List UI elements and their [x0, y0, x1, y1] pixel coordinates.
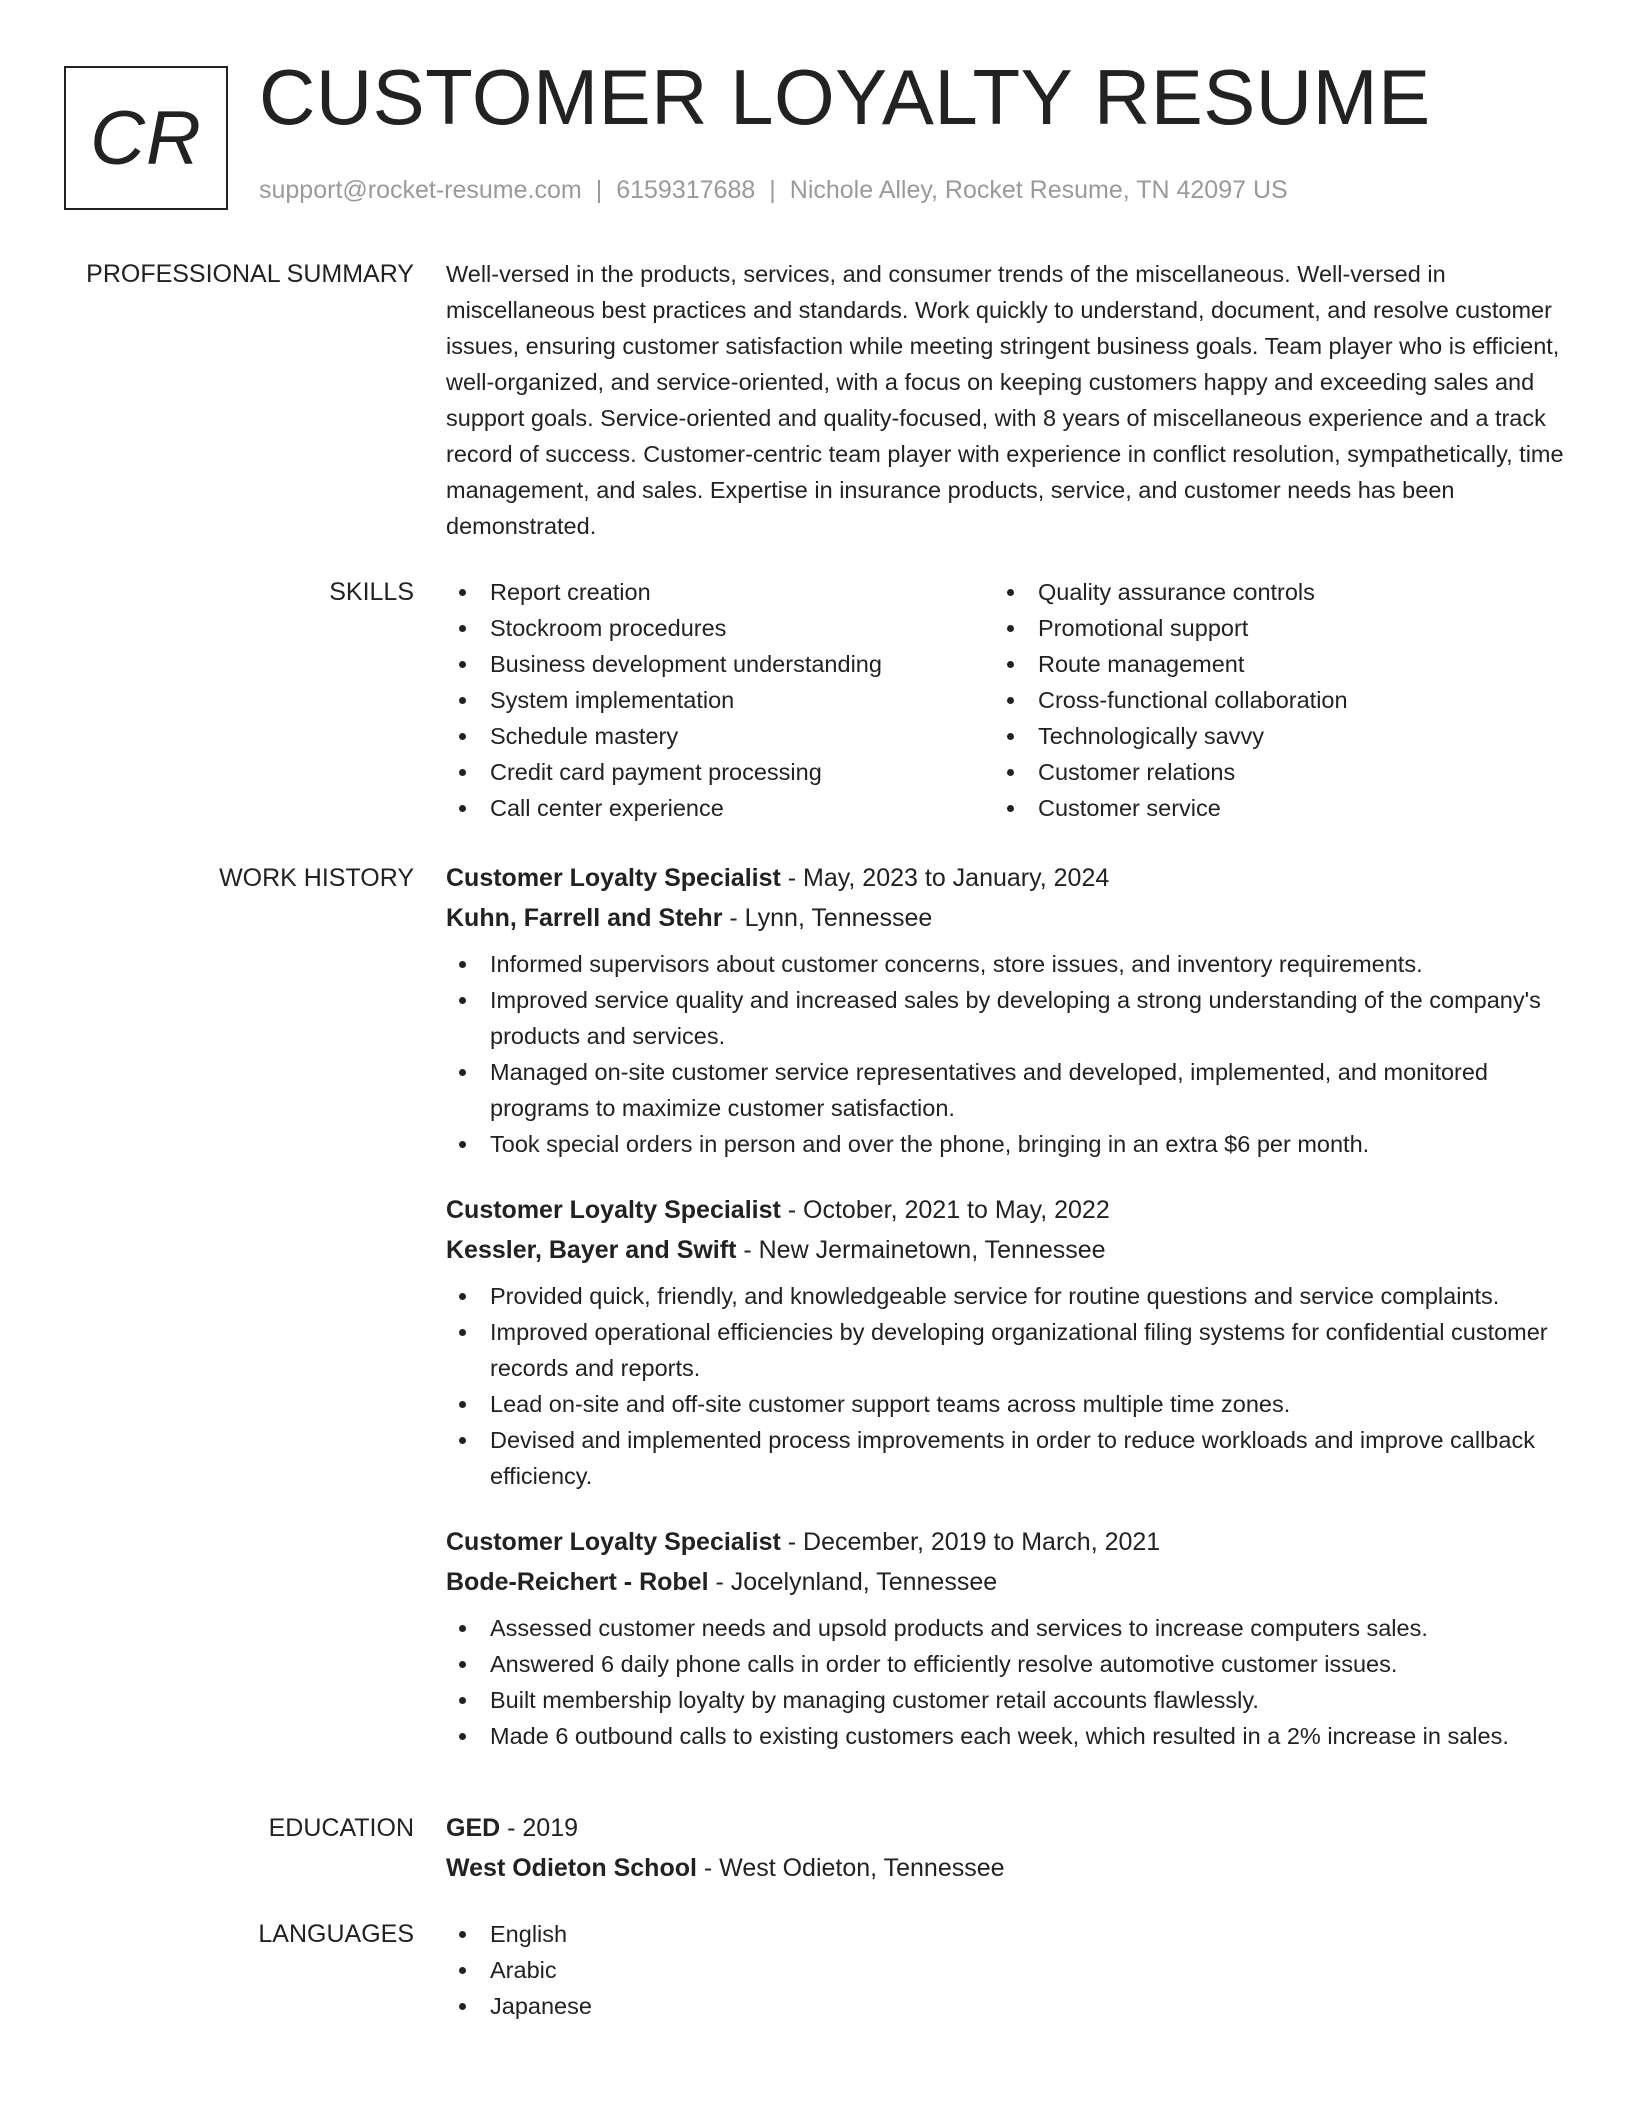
language-item: Japanese [446, 1988, 1576, 2024]
skills-list-right [994, 574, 1542, 826]
summary-label: PROFESSIONAL SUMMARY [86, 260, 414, 288]
job-bullet: Provided quick, friendly, and knowledgeable service for routine questions and service complaints. [446, 1278, 1576, 1314]
education-degree-line [446, 1808, 1576, 1848]
job-location: - New Jermainetown, Tennessee [736, 1236, 1106, 1264]
contact-phone: 6159317688 [616, 176, 756, 204]
skill-item: Call center experience [446, 790, 994, 826]
job-company: Kessler, Bayer and Swift [446, 1236, 737, 1264]
job-title: Customer Loyalty Specialist [446, 864, 781, 892]
education-year: - 2019 [500, 1814, 579, 1842]
job-location: - Jocelynland, Tennessee [708, 1568, 998, 1596]
contact-address: Nichole Alley, Rocket Resume, TN 42097 US [789, 176, 1288, 204]
education-body [446, 1808, 1576, 1888]
job-company: Bode-Reichert - Robel [446, 1568, 709, 1596]
job-company: Kuhn, Farrell and Stehr [446, 904, 723, 932]
contact-line [259, 176, 1288, 205]
education-label: EDUCATION [268, 1814, 414, 1842]
monogram-box [64, 66, 228, 210]
job-title-line [446, 858, 1576, 898]
education-location: - West Odieton, Tennessee [696, 1854, 1005, 1882]
job-company-line [446, 1230, 1576, 1270]
job-dates: - October, 2021 to May, 2022 [780, 1196, 1110, 1224]
job-bullets [446, 946, 1576, 1162]
skills-label: SKILLS [329, 578, 414, 606]
monogram-initials: CR [90, 95, 202, 181]
job-title: Customer Loyalty Specialist [446, 1528, 781, 1556]
skills-list-left [446, 574, 994, 826]
job-bullets [446, 1278, 1576, 1494]
job-bullet: Made 6 outbound calls to existing customers each week, which resulted in a 2% increase in sales. [446, 1718, 1576, 1754]
job-dates: - December, 2019 to March, 2021 [780, 1528, 1161, 1556]
skill-item: Route management [994, 646, 1542, 682]
job-title: Customer Loyalty Specialist [446, 1196, 781, 1224]
education-degree: GED [446, 1814, 501, 1842]
skill-item: Customer relations [994, 754, 1542, 790]
skill-item: Schedule mastery [446, 718, 994, 754]
languages-body [446, 1916, 1576, 2024]
job-entry [446, 1190, 1576, 1494]
skill-item: Technologically savvy [994, 718, 1542, 754]
job-dates: - May, 2023 to January, 2024 [780, 864, 1110, 892]
job-bullet: Answered 6 daily phone calls in order to efficiently resolve automotive customer issues. [446, 1646, 1576, 1682]
job-bullets [446, 1610, 1576, 1754]
skill-item: Cross-functional collaboration [994, 682, 1542, 718]
skill-item: Quality assurance controls [994, 574, 1542, 610]
summary-text: Well-versed in the products, services, and consumer trends of the miscellaneous. Well-versed in miscellaneous best practices and standards. Work quickly to understand, document, and resolve customer issues, ensuring customer satisfaction while meeting stringent business goals. Team player who is efficient, well-organized, and service-oriented, with a focus on keeping customers happy and exceeding sales and support goals. Service-oriented and quality-focused, with 8 years of miscellaneous experience and a track record of success. Customer-centric team player with experience in conflict resolution, sympathetically, time management, and sales. Expertise in insurance products, service, and customer needs has been demonstrated. [446, 261, 1564, 539]
job-company-line [446, 898, 1576, 938]
job-bullet: Informed supervisors about customer concerns, store issues, and inventory requirements. [446, 946, 1576, 982]
education-school-line [446, 1848, 1576, 1888]
skill-item: Business development understanding [446, 646, 994, 682]
job-bullet: Took special orders in person and over the phone, bringing in an extra $6 per month. [446, 1126, 1576, 1162]
skill-item: System implementation [446, 682, 994, 718]
work-history-body [446, 858, 1576, 1782]
skill-item: Report creation [446, 574, 994, 610]
contact-email: support@rocket-resume.com [259, 176, 582, 204]
skill-item: Stockroom procedures [446, 610, 994, 646]
job-entry [446, 858, 1576, 1162]
job-bullet: Managed on-site customer service representatives and developed, implemented, and monitored programs to maximize customer satisfaction. [446, 1054, 1576, 1126]
job-bullet: Assessed customer needs and upsold products and services to increase computers sales. [446, 1610, 1576, 1646]
job-bullet: Devised and implemented process improvements in order to reduce workloads and improve callback efficiency. [446, 1422, 1576, 1494]
job-bullet: Improved service quality and increased sales by developing a strong understanding of the company's products and services. [446, 982, 1576, 1054]
work-history-label: WORK HISTORY [219, 864, 414, 892]
language-item: Arabic [446, 1952, 1576, 1988]
skill-item: Credit card payment processing [446, 754, 994, 790]
skill-item: Customer service [994, 790, 1542, 826]
job-entry [446, 1522, 1576, 1754]
job-title-line [446, 1190, 1576, 1230]
education-school: West Odieton School [446, 1854, 697, 1882]
job-bullet: Built membership loyalty by managing customer retail accounts flawlessly. [446, 1682, 1576, 1718]
job-bullet: Improved operational efficiencies by developing organizational filing systems for confidential customer records and reports. [446, 1314, 1576, 1386]
job-title-line [446, 1522, 1576, 1562]
job-location: - Lynn, Tennessee [722, 904, 933, 932]
skill-item: Promotional support [994, 610, 1542, 646]
contact-separator: | [595, 176, 603, 204]
skills-columns [446, 574, 1576, 826]
language-item: English [446, 1916, 1576, 1952]
contact-separator: | [769, 176, 776, 204]
languages-list [446, 1916, 1576, 2024]
resume-title: CUSTOMER LOYALTY RESUME [259, 53, 1431, 141]
job-bullet: Lead on-site and off-site customer support teams across multiple time zones. [446, 1386, 1576, 1422]
languages-label: LANGUAGES [258, 1920, 414, 1948]
job-company-line [446, 1562, 1576, 1602]
